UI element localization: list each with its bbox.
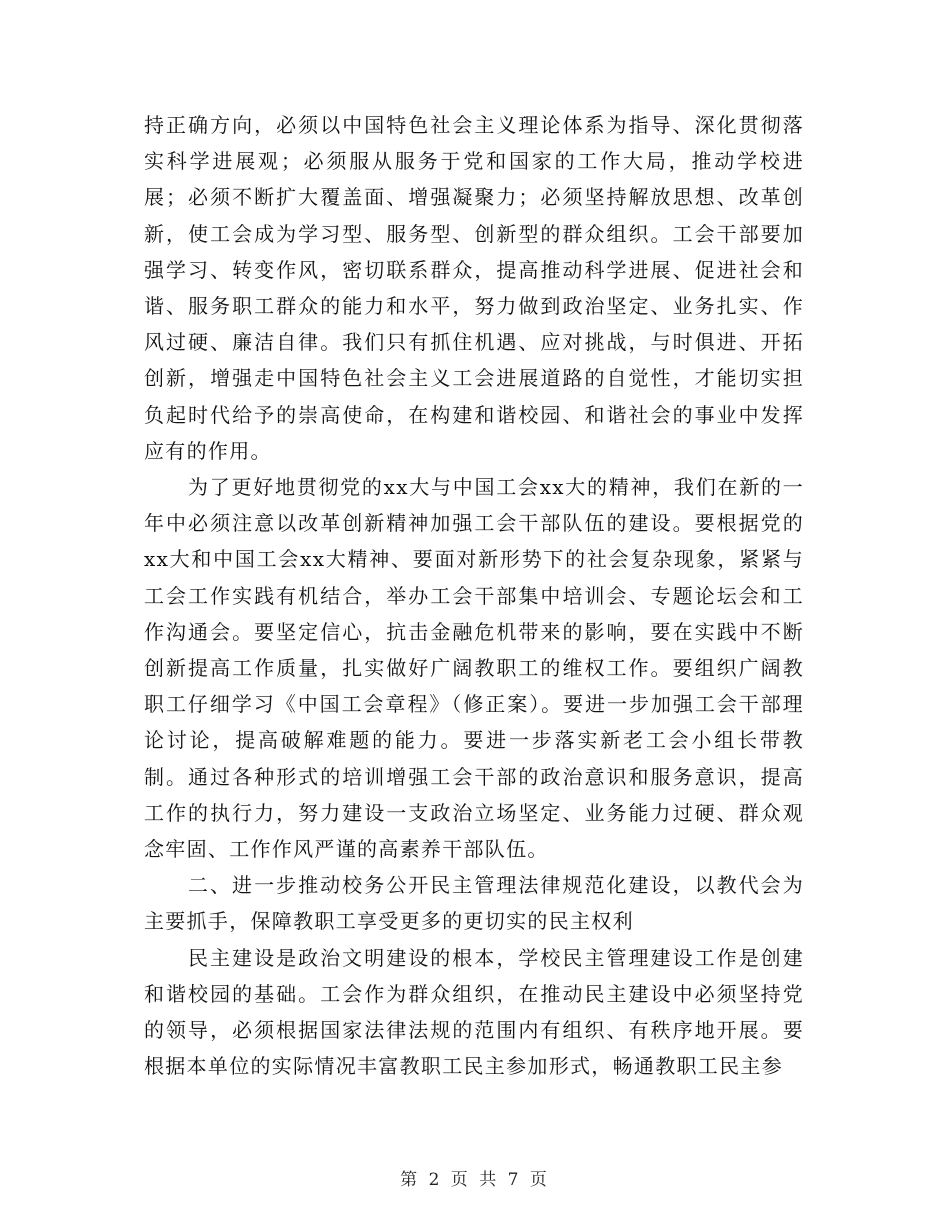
paragraph-2: 为了更好地贯彻党的xx大与中国工会xx大的精神，我们在新的一年中必须注意以改革创新精神加强工会干部队伍的建设。要根据党的xx大和中国工会xx大精神、要面对新形势下的社会复杂现象，紧紧与工会工作实践有机结合，举办工会干部集中培训会、专题论坛会和工作沟通会。要坚定信心，抗击金融危机带来的影响，要在实践中不断创新提高工作质量，扎实做好广阔教职工的维权工作。要组织广阔教职工仔细学习《中国工会章程》（修正案）。要进一步加强工会干部理论讨论，提高破解难题的能力。要进一步落实新老工会小组长带教制。通过各种形式的培训增强工会干部的政治意识和服务意识，提高工作的执行力，努力建设一支政治立场坚定、业务能力过硬、群众观念牢固、工作作风严谨的高素养干部队伍。 [144,475,804,862]
page-number-footer: 第 2 页 共 7 页 [400,1170,550,1190]
section-heading-2: 二、进一步推动校务公开民主管理法律规范化建设，以教代会为主要抓手，保障教职工享受更多的更切实的民主权利 [144,873,804,934]
paragraph-1: 持正确方向，必须以中国特色社会主义理论体系为指导、深化贯彻落实科学进展观；必须服从服务于党和国家的工作大局，推动学校进展；必须不断扩大覆盖面、增强凝聚力；必须坚持解放思想、改革创新，使工会成为学习型、服务型、创新型的群众组织。工会干部要加强学习、转变作风，密切联系群众，提高推动科学进展、促进社会和谐、服务职工群众的能力和水平，努力做到政治坚定、业务扎实、作风过硬、廉洁自律。我们只有抓住机遇、应对挑战，与时俱进、开拓创新，增强走中国特色社会主义工会进展道路的自觉性，才能切实担负起时代给予的崇高使命，在构建和谐校园、和谐社会的事业中发挥应有的作用。 [144,113,804,463]
document-body [144,107,804,1084]
paragraph-3: 民主建设是政治文明建设的根本，学校民主管理建设工作是创建和谐校园的基础。工会作为群众组织，在推动民主建设中必须坚持党的领导，必须根据国家法律法规的范围内有组织、有秩序地开展。要根据本单位的实际情况丰富教职工民主参加形式，畅通教职工民主参 [144,945,804,1079]
